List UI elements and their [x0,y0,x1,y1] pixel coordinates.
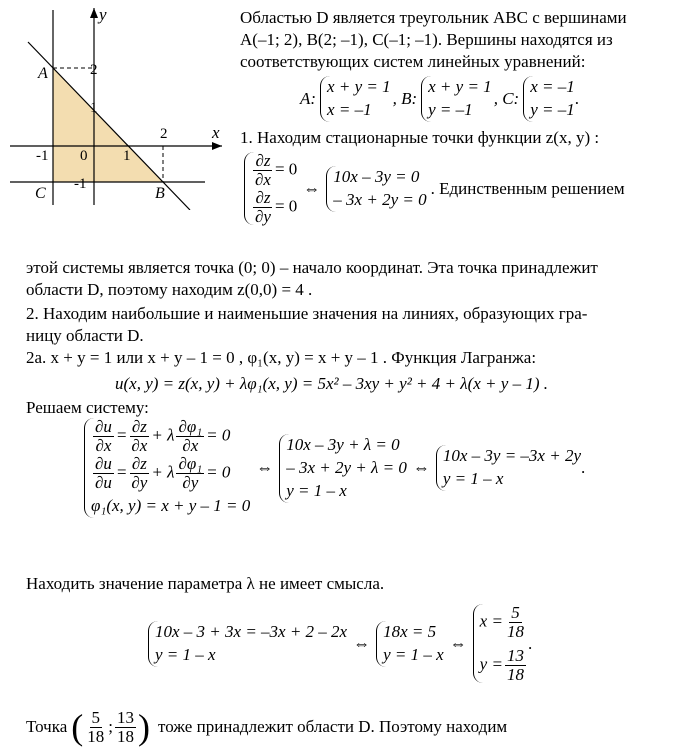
paren-right: ) [138,707,150,747]
lagrange-system-left: $\frac{\partial u}{\partial x}$ = $\frac{\partial z}{\partial x}$ + λ $\frac{\text{∂φ₁}}{\partial x}$ = 0 $\frac{\partial u}{\partial u}$ = $\frac{\partial z}{\partial y}$ + λ $\frac{\text{∂φ₁}}{\partial y}$ = 0 φ₁(x, y) = x + y – 1 = 0 [84,418,250,518]
vertex-systems [300,76,579,122]
intro-line-3: соответствующих систем линейных уравнений: [240,52,586,71]
solution-system [148,604,532,683]
vertex-C-label: C [35,185,46,202]
tick-x-1: 1 [123,148,131,164]
tick-y-2: 2 [90,62,98,78]
iff-symbol-4: ⇔ [353,633,371,653]
point-word: Точка [26,717,68,736]
solution-dot: . [527,633,533,653]
step2a-line: 2а. x + y = 1 или x + y – 1 = 0 , φ₁(x, y) = x + y – 1 . Функция Лагранжа: [26,348,537,367]
step2-heading-1: 2. Находим наибольшие и наименьшие значения на линиях, образующих гра- [26,304,588,323]
point-conclusion-text: тоже принадлежит области D. Поэтому находим [158,717,508,736]
C-eq-2: y = –1 [530,99,575,119]
A-system [320,76,391,122]
stationary-system [244,152,625,225]
tick-x-m1: -1 [36,148,49,164]
point-conclusion [26,706,507,748]
tick-y-m1: -1 [74,176,87,192]
step1-after-2: области D, поэтому находим z(0,0) = 4 . [26,280,313,299]
B-system [421,76,492,122]
C-system [523,76,575,122]
unique-solution-text: . Единственным решением [430,178,625,198]
A-system-label: A: [300,88,317,108]
no-lambda-note: Находить значение параметра λ не имеет смысла. [26,574,385,593]
solution-system-2: 18x = 5 y = 1 – x [376,621,444,667]
lagrange-system-dot: . [580,458,586,478]
C-eq-1: x = –1 [530,77,575,96]
solution-system-1: 10x – 3 + 3x = –3x + 2 – 2x y = 1 – x [148,621,347,667]
solution-system-3: x = $\frac{5}{18}$ y = $\frac{13}{18}$ [473,604,528,683]
B-eq-1: x + y = 1 [428,77,492,96]
B-eq-2: y = –1 [428,99,473,119]
axis-x-label: x [212,123,220,142]
lagrange-system [84,418,585,518]
vertex-B-label: B [155,185,165,202]
step1-heading: 1. Находим стационарные точки функции z(x, y) : [240,128,600,147]
partial-derivative-system: $\frac{\partial z}{\partial x}$ = 0 $\frac{\partial z}{\partial y}$ = 0 [244,152,297,225]
dz-dx-frac: $\frac{\partial z}{\partial x}$ [255,151,271,189]
paren-left: ( [71,707,84,747]
intro-line-1: Областью D является треугольник ABC с вершинами [240,8,627,27]
tick-origin: 0 [80,148,88,164]
lagrange-function: u(x, y) = z(x, y) + λφ₁(x, y) = 5x² – 3xy + y² + 4 + λ(x + y – 1) . [115,374,548,393]
intro-line-2: A(–1; 2), B(2; –1), C(–1; –1). Вершины находятся из [240,30,613,49]
x-axis-arrow [212,142,222,150]
tick-x-2: 2 [160,126,168,142]
lagrange-system-mid: 10x – 3y + λ = 0 – 3x + 2y + λ = 0 y = 1 – x [279,434,407,503]
dz-dy-frac: $\frac{\partial z}{\partial y}$ [255,187,271,226]
iff-symbol-5: ⇔ [449,633,467,653]
linear-system-1: 10x – 3y = 0 – 3x + 2y = 0 [326,166,426,212]
point-separator: ; [108,717,113,736]
vertex-systems-end: . [574,88,579,108]
B-system-label: , B: [392,88,418,108]
vertex-A-label: A [38,65,48,82]
y-axis-arrow [90,8,98,18]
point-y-frac: $\frac{13}{18}$ [117,707,134,746]
solve-system-label: Решаем систему: [26,398,149,417]
iff-symbol-1: ⇔ [303,178,321,198]
C-system-label: , C: [493,88,520,108]
axis-y-label: y [99,5,107,24]
point-x-frac: $\frac{5}{18}$ [87,707,105,746]
iff-symbol-2: ⇔ [256,458,274,478]
iff-symbol-3: ⇔ [412,458,430,478]
step1-after-1: этой системы является точка (0; 0) – начало координат. Эта точка принадлежит [26,258,598,277]
A-eq-2: x = –1 [327,99,372,119]
lagrange-system-right: 10x – 3y = –3x + 2y y = 1 – x [436,445,581,491]
tick-y-1: 1 [90,100,98,116]
region-graph [0,0,230,210]
A-eq-1: x + y = 1 [327,77,391,96]
step2-heading-2: ницу области D. [26,326,144,345]
